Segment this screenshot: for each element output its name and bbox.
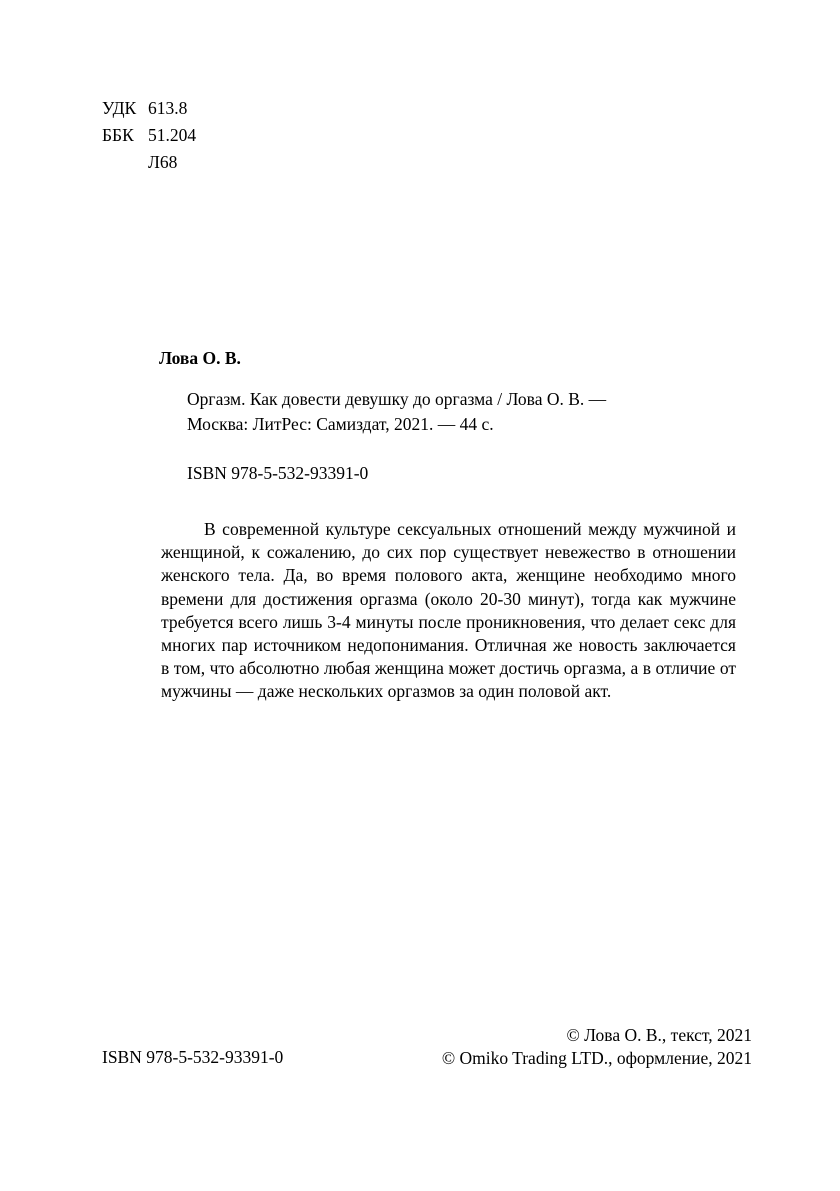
bbk-value: 51.204 — [148, 125, 197, 145]
copyright-design-line: © Omiko Trading LTD., оформление, 2021 — [441, 1048, 752, 1068]
copyright-text-line: © Лова О. В., текст, 2021 — [566, 1025, 752, 1045]
copyright-block — [442, 1024, 752, 1070]
bibliographic-record — [187, 387, 606, 437]
biblio-publisher-line: Москва: ЛитРес: Самиздат, 2021. — 44 с. — [187, 414, 494, 434]
bbk-row — [102, 122, 196, 149]
author-heading: Лова О. В. — [159, 348, 241, 368]
author-mark: Л68 — [148, 152, 178, 172]
footer-isbn: ISBN 978-5-532-93391-0 — [102, 1047, 284, 1067]
udk-row — [102, 95, 196, 122]
annotation-paragraph: В современной культуре сексуальных отношений между мужчиной и женщиной, к сожалению, до сих пор существует невежество в отношении женского тела. Да, во время полового акта, женщине необходимо много времени для достижения оргазма (около 20-30 минут), тогда как мужчине требуется всего лишь 3-4 минуты после проникновения, что делает секс для многих пар источником недопонимания. Отличная же новость заключается в том, что абсолютно любая женщина может достичь оргазма, а в отличие от мужчины — даже нескольких оргазмов за один половой акт. — [161, 519, 736, 702]
classification-block — [102, 95, 196, 176]
bbk-label: ББК — [102, 125, 134, 145]
isbn: ISBN 978-5-532-93391-0 — [187, 463, 369, 483]
udk-value: 613.8 — [148, 98, 188, 118]
biblio-title-line: Оргазм. Как довести девушку до оргазма / Лова О. В. — — [187, 389, 607, 409]
udk-label: УДК — [102, 98, 137, 118]
author-mark-row — [102, 149, 196, 176]
